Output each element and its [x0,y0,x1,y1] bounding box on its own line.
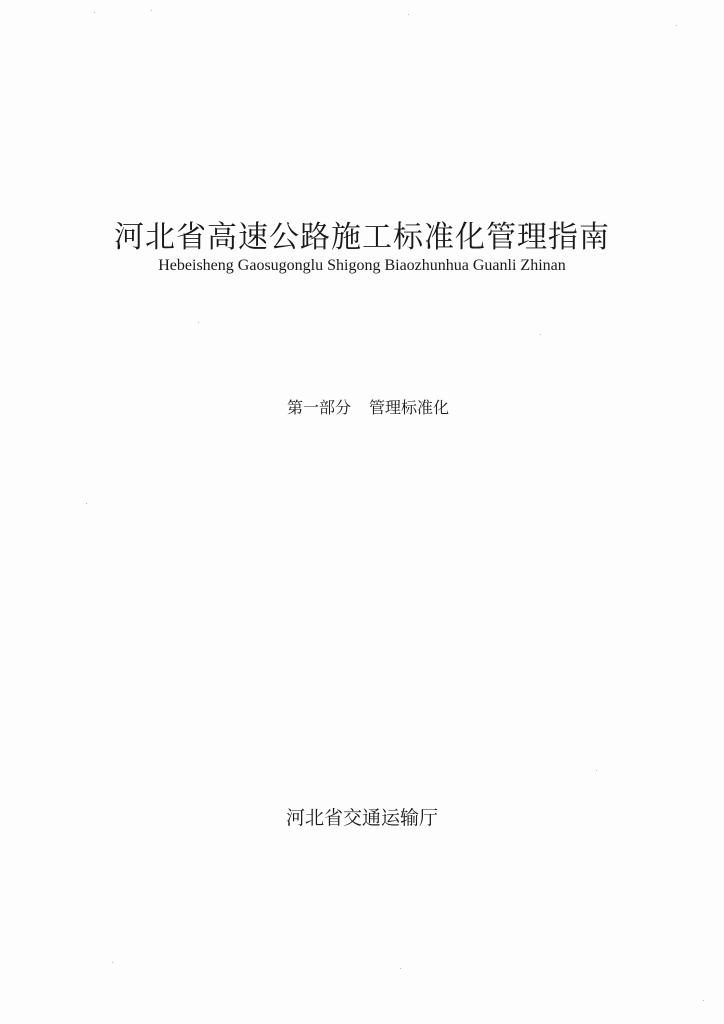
scan-speck [596,770,597,771]
part-number: 第一部分 [287,398,352,417]
publisher-name: 河北省交通运输厅 [285,807,438,829]
part-heading [287,395,449,418]
document-title-pinyin: Hebeisheng Gaosugonglu Shigong Biaozhunhua Guanli Zhinan [158,257,566,274]
scan-speck [198,322,199,323]
scan-speck [540,334,541,335]
scan-speck [86,503,87,504]
scan-speck [151,10,152,11]
scan-speck [94,12,95,13]
document-title-chinese: 河北省高速公路施工标准化管理指南 [114,220,610,255]
scan-speck [703,1000,704,1001]
scan-speck [408,14,409,15]
scan-speck [112,962,113,963]
scan-speck [400,968,401,969]
part-title: 管理标准化 [369,398,450,417]
scan-speck [676,25,677,26]
